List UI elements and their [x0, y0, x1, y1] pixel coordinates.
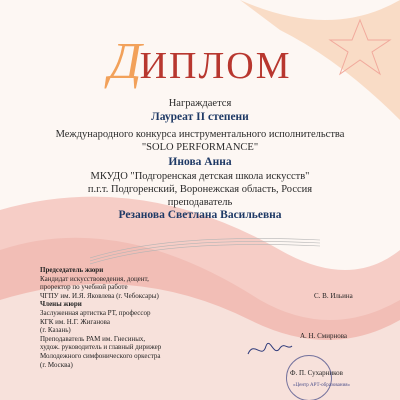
teacher-role: преподаватель: [167, 197, 233, 208]
jury-member-line: Заслуженная артистка РТ, профессор: [40, 308, 151, 317]
jury-member-line: (г. Казань): [40, 326, 71, 335]
title-initial: Д: [108, 33, 144, 90]
chair-signature: С. В. Ильина: [314, 292, 353, 300]
jury-chair-heading: Председатель жюри: [40, 266, 104, 274]
jury-member-line: (г. Москва): [40, 360, 73, 369]
jury-member-line: Молодежного симфонического оркестра: [40, 351, 161, 360]
member1-signature: А. Н. Смирнова: [300, 332, 348, 340]
school-location: п.г.т. Подгоренский, Воронежская область, Россия: [87, 184, 313, 195]
jury-chair-line: Кандидат искусствоведения, доцент,: [40, 274, 149, 283]
teacher-name: Резанова Светлана Васильевна: [118, 209, 282, 221]
staff-lines-decoration: [90, 228, 320, 268]
diploma-title: [0, 33, 400, 90]
jury-member-line: Преподаватель РАМ им. Гнесиных,: [40, 334, 146, 343]
contest-line: Международного конкурса инструментального исполнительства: [55, 129, 345, 140]
title-rest: ИПЛОМ: [139, 45, 292, 87]
awarded-label: Награждается: [168, 98, 232, 109]
jury-chair-line: ЧГПУ им. И.Я. Яковлева (г. Чебоксары): [40, 291, 159, 300]
award-level: Лауреат II степени: [151, 111, 249, 123]
handwritten-signature: [244, 336, 294, 362]
official-stamp: [286, 355, 332, 400]
jury-chair-line: проректор по учебной работе: [40, 283, 128, 292]
jury-block: [40, 266, 161, 369]
contest-name: "SOLO PERFORMANCE": [141, 142, 259, 153]
recipient-name: Инова Анна: [168, 156, 232, 168]
jury-member-line: КГК им. Н.Г. Жиганова: [40, 317, 110, 326]
jury-member-line: худож. руководитель и главный дирижер: [40, 343, 162, 352]
jury-members-heading: Члены жюри: [40, 300, 82, 309]
school-name: МКУДО "Подгоренская детская школа искусств": [90, 171, 310, 182]
member2-signature: Ф. П. Сухарников: [290, 369, 343, 377]
stamp-text: «Центр АРТ-образования»: [293, 383, 351, 388]
